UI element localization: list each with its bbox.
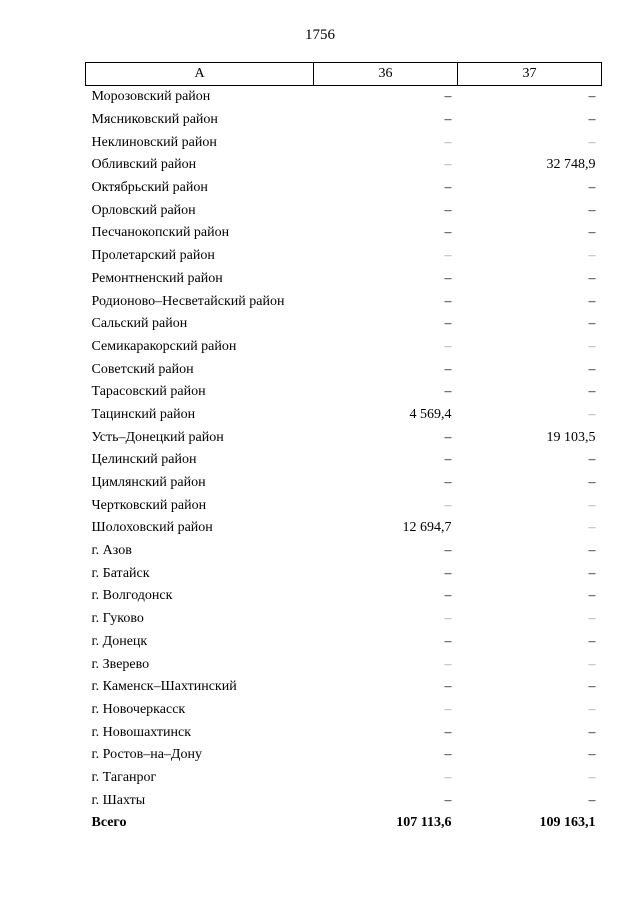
- value-column-37: –: [588, 406, 596, 422]
- row-name: г. Новошахтинск: [91, 724, 192, 740]
- value-column-37: –: [588, 656, 596, 672]
- value-column-37: –: [588, 724, 596, 740]
- row-name: Мясниковский район: [91, 112, 218, 128]
- value-column-37: –: [588, 565, 596, 581]
- value-column-37: –: [588, 543, 596, 559]
- table-row: [86, 744, 602, 767]
- table-row: [86, 789, 602, 812]
- total-value-36: 107 113,6: [396, 815, 452, 831]
- row-name: г. Зверево: [91, 656, 150, 672]
- value-column-36: –: [444, 792, 452, 808]
- table-row: [86, 222, 602, 245]
- value-column-37: –: [588, 588, 596, 604]
- budget-table: [85, 62, 602, 835]
- row-name: Усть–Донецкий район: [91, 429, 224, 445]
- row-name: Цимлянский район: [91, 475, 206, 491]
- row-name: Морозовский район: [91, 89, 211, 105]
- value-column-36: –: [444, 656, 452, 672]
- value-column-37: 32 748,9: [546, 157, 596, 173]
- table-row: [86, 109, 602, 132]
- value-column-36: –: [444, 611, 452, 627]
- table-row: [86, 608, 602, 631]
- value-column-36: –: [444, 157, 452, 173]
- row-name: Семикаракорский район: [91, 338, 237, 354]
- row-name: г. Азов: [91, 543, 132, 559]
- row-name: Целинский район: [91, 452, 197, 468]
- value-column-37: –: [588, 89, 596, 105]
- row-name: Октябрьский район: [91, 180, 208, 196]
- value-column-37: –: [588, 520, 596, 536]
- value-column-36: –: [444, 316, 452, 332]
- row-name: г. Новочеркасск: [91, 701, 186, 717]
- value-column-36: –: [444, 565, 452, 581]
- row-name: Родионово–Несветайский район: [91, 293, 285, 309]
- row-name: Неклиновский район: [91, 134, 217, 150]
- table-row: [86, 699, 602, 722]
- value-column-36: –: [444, 588, 452, 604]
- value-column-36: –: [444, 724, 452, 740]
- row-name: Пролетарский район: [91, 248, 215, 264]
- row-name: г. Ростов–на–Дону: [91, 747, 202, 763]
- table-row: [86, 653, 602, 676]
- value-column-36: –: [444, 293, 452, 309]
- table-body: [86, 86, 602, 835]
- value-column-36: –: [444, 679, 452, 695]
- table-row: [86, 336, 602, 359]
- value-column-36: –: [444, 270, 452, 286]
- header-name-column: А: [86, 63, 314, 86]
- table-row: [86, 131, 602, 154]
- value-column-36: –: [444, 452, 452, 468]
- value-column-37: –: [588, 361, 596, 377]
- table-row: [86, 313, 602, 336]
- table-row: [86, 449, 602, 472]
- value-column-37: –: [588, 112, 596, 128]
- table-row: [86, 86, 602, 109]
- table-row: [86, 517, 602, 540]
- row-name: г. Шахты: [91, 792, 146, 808]
- table-row: [86, 245, 602, 268]
- table-row: [86, 177, 602, 200]
- value-column-37: –: [588, 747, 596, 763]
- row-name: Сальский район: [91, 316, 188, 332]
- value-column-37: –: [588, 679, 596, 695]
- value-column-37: –: [588, 248, 596, 264]
- table-row: [86, 404, 602, 427]
- row-name: г. Гуково: [91, 611, 144, 627]
- table-row: [86, 381, 602, 404]
- table-row: [86, 199, 602, 222]
- table-row: [86, 494, 602, 517]
- value-column-36: –: [444, 497, 452, 513]
- value-column-36: –: [444, 225, 452, 241]
- table-row: [86, 154, 602, 177]
- value-column-36: –: [444, 384, 452, 400]
- value-column-36: –: [444, 633, 452, 649]
- header-column-37: 37: [458, 63, 602, 86]
- value-column-37: –: [588, 475, 596, 491]
- table-row: [86, 562, 602, 585]
- total-label: Всего: [91, 815, 127, 831]
- value-column-37: –: [588, 180, 596, 196]
- table-row: [86, 631, 602, 654]
- page-number: 1756: [305, 27, 335, 43]
- row-name: Ремонтненский район: [91, 270, 223, 286]
- value-column-36: –: [444, 112, 452, 128]
- row-name: Обливский район: [91, 157, 197, 173]
- total-row: [86, 812, 602, 835]
- value-column-36: –: [444, 701, 452, 717]
- row-name: Тарасовский район: [91, 384, 206, 400]
- table-row: [86, 358, 602, 381]
- value-column-37: –: [588, 769, 596, 785]
- row-name: Чертковский район: [91, 497, 207, 513]
- table-row: [86, 767, 602, 790]
- row-name: г. Донецк: [91, 633, 148, 649]
- value-column-36: –: [444, 769, 452, 785]
- value-column-37: –: [588, 202, 596, 218]
- value-column-36: –: [444, 180, 452, 196]
- value-column-37: –: [588, 293, 596, 309]
- value-column-37: –: [588, 611, 596, 627]
- row-name: Тацинский район: [91, 406, 196, 422]
- value-column-36: –: [444, 338, 452, 354]
- value-column-37: –: [588, 316, 596, 332]
- value-column-37: –: [588, 338, 596, 354]
- value-column-37: 19 103,5: [546, 429, 596, 445]
- header-row: [86, 63, 602, 86]
- row-name: г. Волгодонск: [91, 588, 173, 604]
- row-name: Орловский район: [91, 202, 196, 218]
- value-column-36: –: [444, 747, 452, 763]
- table-row: [86, 472, 602, 495]
- row-name: г. Каменск–Шахтинский: [91, 679, 237, 695]
- value-column-36: 12 694,7: [402, 520, 452, 536]
- value-column-37: –: [588, 633, 596, 649]
- value-column-36: –: [444, 89, 452, 105]
- value-column-37: –: [588, 225, 596, 241]
- table-row: [86, 426, 602, 449]
- table-row: [86, 676, 602, 699]
- value-column-37: –: [588, 701, 596, 717]
- value-column-36: –: [444, 134, 452, 150]
- row-name: Песчанокопский район: [91, 225, 230, 241]
- value-column-36: –: [444, 202, 452, 218]
- table-row: [86, 721, 602, 744]
- value-column-36: –: [444, 475, 452, 491]
- table-header: [86, 63, 602, 86]
- value-column-36: 4 569,4: [409, 406, 452, 422]
- row-name: Советский район: [91, 361, 194, 377]
- value-column-36: –: [444, 361, 452, 377]
- value-column-37: –: [588, 270, 596, 286]
- value-column-37: –: [588, 792, 596, 808]
- header-column-36: 36: [314, 63, 458, 86]
- value-column-37: –: [588, 452, 596, 468]
- row-name: г. Батайск: [91, 565, 150, 581]
- row-name: г. Таганрог: [91, 769, 157, 785]
- table-row: [86, 290, 602, 313]
- value-column-36: –: [444, 429, 452, 445]
- table-row: [86, 268, 602, 291]
- value-column-37: –: [588, 134, 596, 150]
- total-value-37: 109 163,1: [539, 815, 596, 831]
- value-column-37: –: [588, 384, 596, 400]
- row-name: Шолоховский район: [91, 520, 213, 536]
- value-column-37: –: [588, 497, 596, 513]
- table-row: [86, 540, 602, 563]
- table-row: [86, 585, 602, 608]
- value-column-36: –: [444, 543, 452, 559]
- value-column-36: –: [444, 248, 452, 264]
